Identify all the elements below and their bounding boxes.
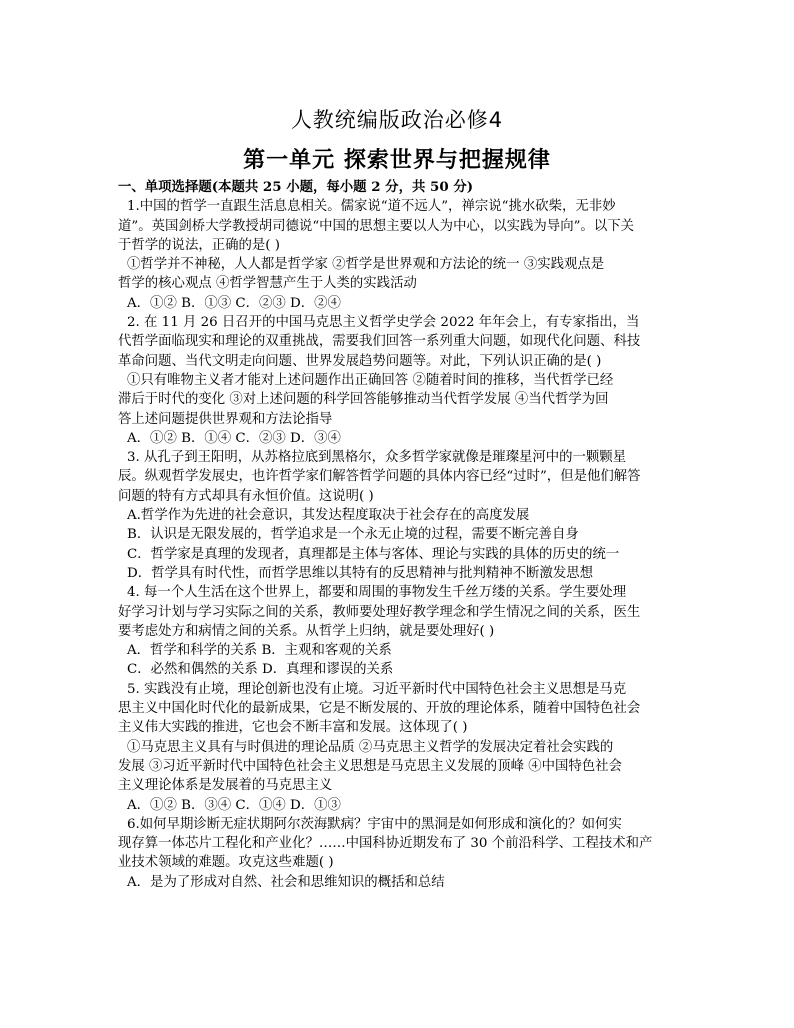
question-1-statements: 哲学的核心观点 ④哲学智慧产生于人类的实践活动 <box>118 276 417 292</box>
question-3-line: 辰。纵观哲学发展史，也许哲学家们解答哲学问题的具体内容已经“过时”，但是他们解答 <box>118 469 641 485</box>
question-5-options: A．①② B．③④ C．①④ D．①③ <box>127 797 341 813</box>
question-6-line: 现存算一体芯片工程化和产业化？……中国科协近期发布了 30 个前沿科学、工程技术和产 <box>118 836 653 852</box>
question-5-statements: 主义理论体系是发展着的马克思主义 <box>118 778 333 794</box>
question-5-line: 主义伟大实践的推进，它也会不断丰富和发展。这体现了( ) <box>118 720 468 736</box>
question-2-line: 2. 在 11 月 26 日召开的中国马克思主义哲学史学会 2022 年年会上，有专家指出，当 <box>127 315 640 331</box>
question-4-options: A．哲学和科学的关系 B．主观和客观的关系 <box>127 643 392 659</box>
question-6-line: 业技术领域的难题。攻克这些难题( ) <box>118 855 334 871</box>
question-2-statements: 答上述问题提供世界观和方法论指导 <box>118 411 333 427</box>
question-1-line: 1.中国的哲学一直跟生活息息相关。儒家说“道不远人”，禅宗说“挑水砍柴，无非妙 <box>127 199 616 215</box>
question-5-line: 5. 实践没有止境，理论创新也没有止境。习近平新时代中国特色社会主义思想是马克 <box>127 681 627 697</box>
section-heading: 一、单项选择题(本题共 25 小题，每小题 2 分，共 50 分) <box>118 179 474 195</box>
question-6-line: 6.如何早期诊断无症状期阿尔茨海默病？宇宙中的黑洞是如何形成和演化的？如何实 <box>127 816 622 832</box>
question-1-statements: ①哲学并不神秘，人人都是哲学家 ②哲学是世界观和方法论的统一 ③实践观点是 <box>127 257 605 273</box>
question-5-line: 思主义中国化时代化的最新成果，它是不断发展的、开放的理论体系，随着中国特色社会 <box>118 701 641 717</box>
question-2-options: A．①② B．①④ C．②③ D．③④ <box>127 430 341 446</box>
question-5-statements: ①马克思主义具有与时俱进的理论品质 ②马克思主义哲学的发展决定着社会实践的 <box>127 739 614 755</box>
question-3-option-a: A.哲学作为先进的社会意识，其发达程度取决于社会存在的高度发展 <box>127 508 530 524</box>
question-1-line: 道”。英国剑桥大学教授胡司德说“中国的思想主要以人为中心，以实践为导向”。以下关 <box>118 218 634 234</box>
question-4-line: 要考虑处方和病情之间的关系。从哲学上归纳，就是要处理好( ) <box>118 623 495 639</box>
question-2-statements: ①只有唯物主义者才能对上述问题作出正确回答 ②随着时间的推移，当代哲学已经 <box>127 372 614 388</box>
question-4-line: 好学习计划与学习实际之间的关系，教师要处理好教学理念和学生情况之间的关系，医生 <box>118 604 641 620</box>
question-3-option-b: B．认识是无限发展的，哲学追求是一个永无止境的过程，需要不断完善自身 <box>127 527 579 543</box>
question-1-line: 于哲学的说法，正确的是( ) <box>118 237 281 253</box>
question-3-line: 3. 从孔子到王阳明，从苏格拉底到黑格尔，众多哲学家就像是璀璨星河中的一颗颗星 <box>127 450 627 466</box>
question-3-line: 问题的特有方式却具有永恒价值。这说明( ) <box>118 488 374 504</box>
document-title: 人教统编版政治必修4 <box>290 108 504 132</box>
unit-title: 第一单元 探索世界与把握规律 <box>243 148 551 173</box>
question-6-option-a: A．是为了形成对自然、社会和思维知识的概括和总结 <box>127 874 445 890</box>
question-3-option-d: D．哲学具有时代性，而哲学思维以其特有的反思精神与批判精神不断激发思想 <box>127 565 594 581</box>
document-body <box>118 178 700 892</box>
question-2-line: 革命问题、当代文明走向问题、世界发展趋势问题等。对此，下列认识正确的是( ) <box>118 353 602 369</box>
question-5-statements: 发展 ③习近平新时代中国特色社会主义思想是马克思主义发展的顶峰 ④中国特色社会 <box>118 758 622 774</box>
question-2-statements: 滞后于时代的变化 ③对上述问题的科学回答能够推动当代哲学发展 ④当代哲学为回 <box>118 392 609 408</box>
question-3-option-c: C．哲学家是真理的发现者，真理都是主体与客体、理论与实践的具体的历史的统一 <box>127 546 620 562</box>
question-4-line: 4. 每一个人生活在这个世界上，都要和周围的事物发生千丝万缕的关系。学生要处理 <box>127 585 627 601</box>
question-1-options: A．①② B．①③ C．②③ D．②④ <box>127 295 341 311</box>
question-4-options: C．必然和偶然的关系 D．真理和谬误的关系 <box>127 662 394 678</box>
question-2-line: 代哲学面临现实和理论的双重挑战，需要我们回答一系列重大问题，如现代化问题、科技 <box>118 334 641 350</box>
